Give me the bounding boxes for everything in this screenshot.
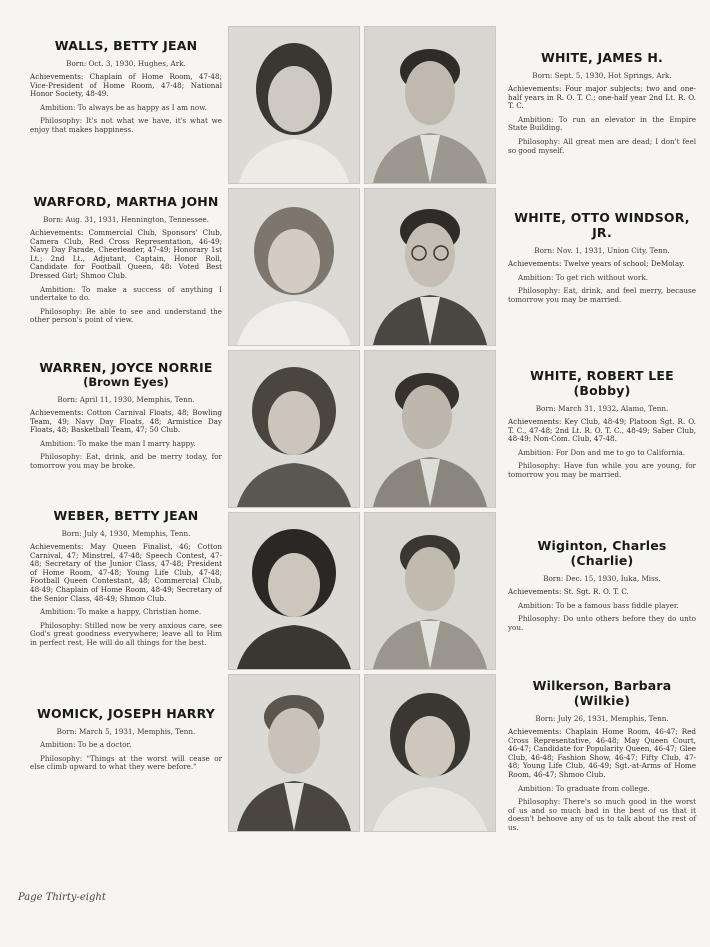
student-name: WHITE, JAMES H.	[541, 50, 663, 65]
achievements: Achievements: Chaplain Home Room, 46-47; Red Cross Representative, 46-48; May Queen Court, 46-47; Candidate for Popularity Queen, 46-47; Glee Club, 46-48; Fashion Show, 46-47; Fifty Club, 47-48; Young Life Club, 46-49; Sgt.-at-Arms of Home Room, 46-47; Shmoo Club.	[508, 727, 696, 779]
ambition: Ambition: To make the man I marry happy.	[40, 438, 196, 448]
student-name: WARREN, JOYCE NORRIE	[39, 360, 213, 375]
ambition: Ambition: For Don and me to go to California.	[518, 447, 686, 457]
nickname: (Brown Eyes)	[83, 375, 169, 389]
achievements: Achievements: St. Sgt. R. O. T. C.	[508, 587, 629, 596]
entry-weber	[30, 508, 222, 648]
born-line: Born: July 26, 1931, Memphis, Tenn.	[535, 714, 669, 723]
philosophy: Philosophy: All great men are dead; I don't feel so good myself.	[508, 136, 696, 155]
born-line: Born: Oct. 3, 1930, Hughes, Ark.	[66, 59, 186, 68]
portrait-photo	[228, 674, 360, 832]
portrait-photo	[364, 188, 496, 346]
portrait-photo	[364, 26, 496, 184]
portrait-photo	[364, 512, 496, 670]
entry-wiginton	[508, 538, 696, 632]
ambition: Ambition: To always be as happy as I am now.	[40, 102, 207, 112]
entry-wilkerson	[508, 678, 696, 833]
portrait-photo	[364, 350, 496, 508]
achievements: Achievements: Commercial Club, Sponsors' Club, Camera Club, Red Cross Representation, 46-49; Navy Day Parade, Cheerleader, 47-49; Honorary 1st Lt.; 2nd Lt., Adjutant, Captain, Honor Roll, Candidate for Football Queen, 48: Voted Best Dressed Girl; Shmoo Club.	[30, 228, 222, 280]
born-line: Born: July 4, 1930, Memphis, Tenn.	[61, 529, 191, 538]
philosophy: Philosophy: "Things at the worst will cease or else climb upward to what they were before."	[30, 753, 222, 772]
entry-white-otto	[508, 210, 696, 304]
portrait-photo	[228, 512, 360, 670]
portrait-photo	[228, 26, 360, 184]
entry-white-james	[508, 50, 696, 155]
born-line: Born: Dec. 15, 1930, Iuka, Miss.	[543, 574, 661, 583]
ambition: Ambition: To run an elevator in the Empire State Building.	[508, 114, 696, 133]
philosophy: Philosophy: Eat, drink, and feel merry, because tomorrow you may be married.	[508, 286, 696, 304]
achievements: Achievements: Four major subjects; two and one-half years in R. O. T. C.; one-half year 2nd Lt. R. O. T. C.	[508, 84, 696, 111]
philosophy: Philosophy: Have fun while you are young, for tomorrow you may be married.	[508, 461, 696, 479]
portrait-photo	[228, 188, 360, 346]
philosophy: Philosophy: Be able to see and understand the other person's point of view.	[30, 306, 222, 325]
ambition: Ambition: To make a happy, Christian home.	[40, 607, 202, 617]
born-line: Born: Nov. 1, 1931, Union City, Tenn.	[534, 246, 670, 255]
page-number: Page Thirty-eight	[18, 892, 106, 903]
philosophy: Philosophy: It's not what we have, it's what we enjoy that makes happiness.	[30, 116, 222, 134]
entry-warren	[30, 360, 222, 471]
photo-grid	[226, 26, 498, 830]
entry-womick	[30, 706, 222, 772]
student-name: WARFORD, MARTHA JOHN	[33, 194, 219, 209]
achievements: Achievements: Key Club, 48-49; Platoon Sgt. R. O. T. C., 47-48; 2nd Lt. R. O. T. C., 48-49; Saber Club, 48-49; Non-Com. Club, 47-48.	[508, 417, 696, 444]
entry-walls	[30, 38, 222, 135]
ambition: Ambition: To be a famous bass fiddle player.	[518, 600, 679, 610]
achievements: Achievements: May Queen Finalist, 46; Cotton Carnival, 47; Minstrel, 47-48; Speech Contest, 47-48; Secretary of the Junior Class, 47-48; President of Home Room, 47-48; Young Life Club, 47-48; Football Queen Contestant, 48; Commercial Club, 48-49; Chaplain of Home Room, 48-49; Secretary of the Senior Class, 48-49; Shmoo Club.	[30, 542, 222, 603]
achievements: Achievements: Chaplain of Home Room, 47-48; Vice-President of Home Room, 47-48; National Honor Society, 48-49.	[30, 72, 222, 99]
ambition: Ambition: To make a success of anything I undertake to do.	[30, 284, 222, 303]
philosophy: Philosophy: There's so much good in the worst of us and so much bad in the best of us that it doesn't behoove any of us to talk about the rest of us.	[508, 797, 696, 832]
student-name: WHITE, OTTO WINDSOR, JR.	[514, 210, 690, 240]
portrait-photo	[228, 350, 360, 508]
entry-white-robert	[508, 368, 696, 480]
ambition: Ambition: To get rich without work.	[518, 272, 648, 282]
philosophy: Philosophy: Eat, drink, and be merry today, for tomorrow you may be broke.	[30, 452, 222, 470]
born-line: Born: April 11, 1930, Memphis, Tenn.	[57, 395, 195, 404]
student-name: WOMICK, JOSEPH HARRY	[36, 706, 215, 721]
ambition: Ambition: To be a doctor.	[40, 740, 132, 749]
student-name: WALLS, BETTY JEAN	[54, 38, 198, 53]
achievements: Achievements: Cotton Carnival Floats, 48; Bowling Team, 49; Navy Day Floats, 48; Armistice Day Floats, 48; Basketball Team, 47; 50 Club.	[30, 408, 222, 435]
student-name: WHITE, ROBERT LEE (Bobby)	[530, 368, 674, 398]
born-line: Born: Sept. 5, 1930, Hot Springs, Ark.	[532, 71, 672, 80]
portrait-photo	[364, 674, 496, 832]
student-name: Wilkerson, Barbara (Wilkie)	[532, 678, 672, 708]
achievements: Achievements: Twelve years of school; DeMolay.	[508, 259, 685, 268]
student-name: Wiginton, Charles (Charlie)	[537, 538, 667, 568]
ambition: Ambition: To graduate from college.	[518, 783, 650, 793]
born-line: Born: March 5, 1931, Memphis, Tenn.	[56, 727, 196, 736]
student-name: WEBER, BETTY JEAN	[53, 508, 199, 523]
philosophy: Philosophy: Stilled now be very anxious care, see God's great goodness everywhere; leave all to Him in perfect rest, He will do all things for the best.	[30, 620, 222, 647]
philosophy: Philosophy: Do unto others before they do unto you.	[508, 614, 696, 632]
born-line: Born: March 31, 1932, Alamo, Tenn.	[535, 404, 669, 413]
born-line: Born: Aug. 31, 1931, Hennington, Tennessee.	[43, 215, 209, 224]
entry-warford	[30, 194, 222, 325]
